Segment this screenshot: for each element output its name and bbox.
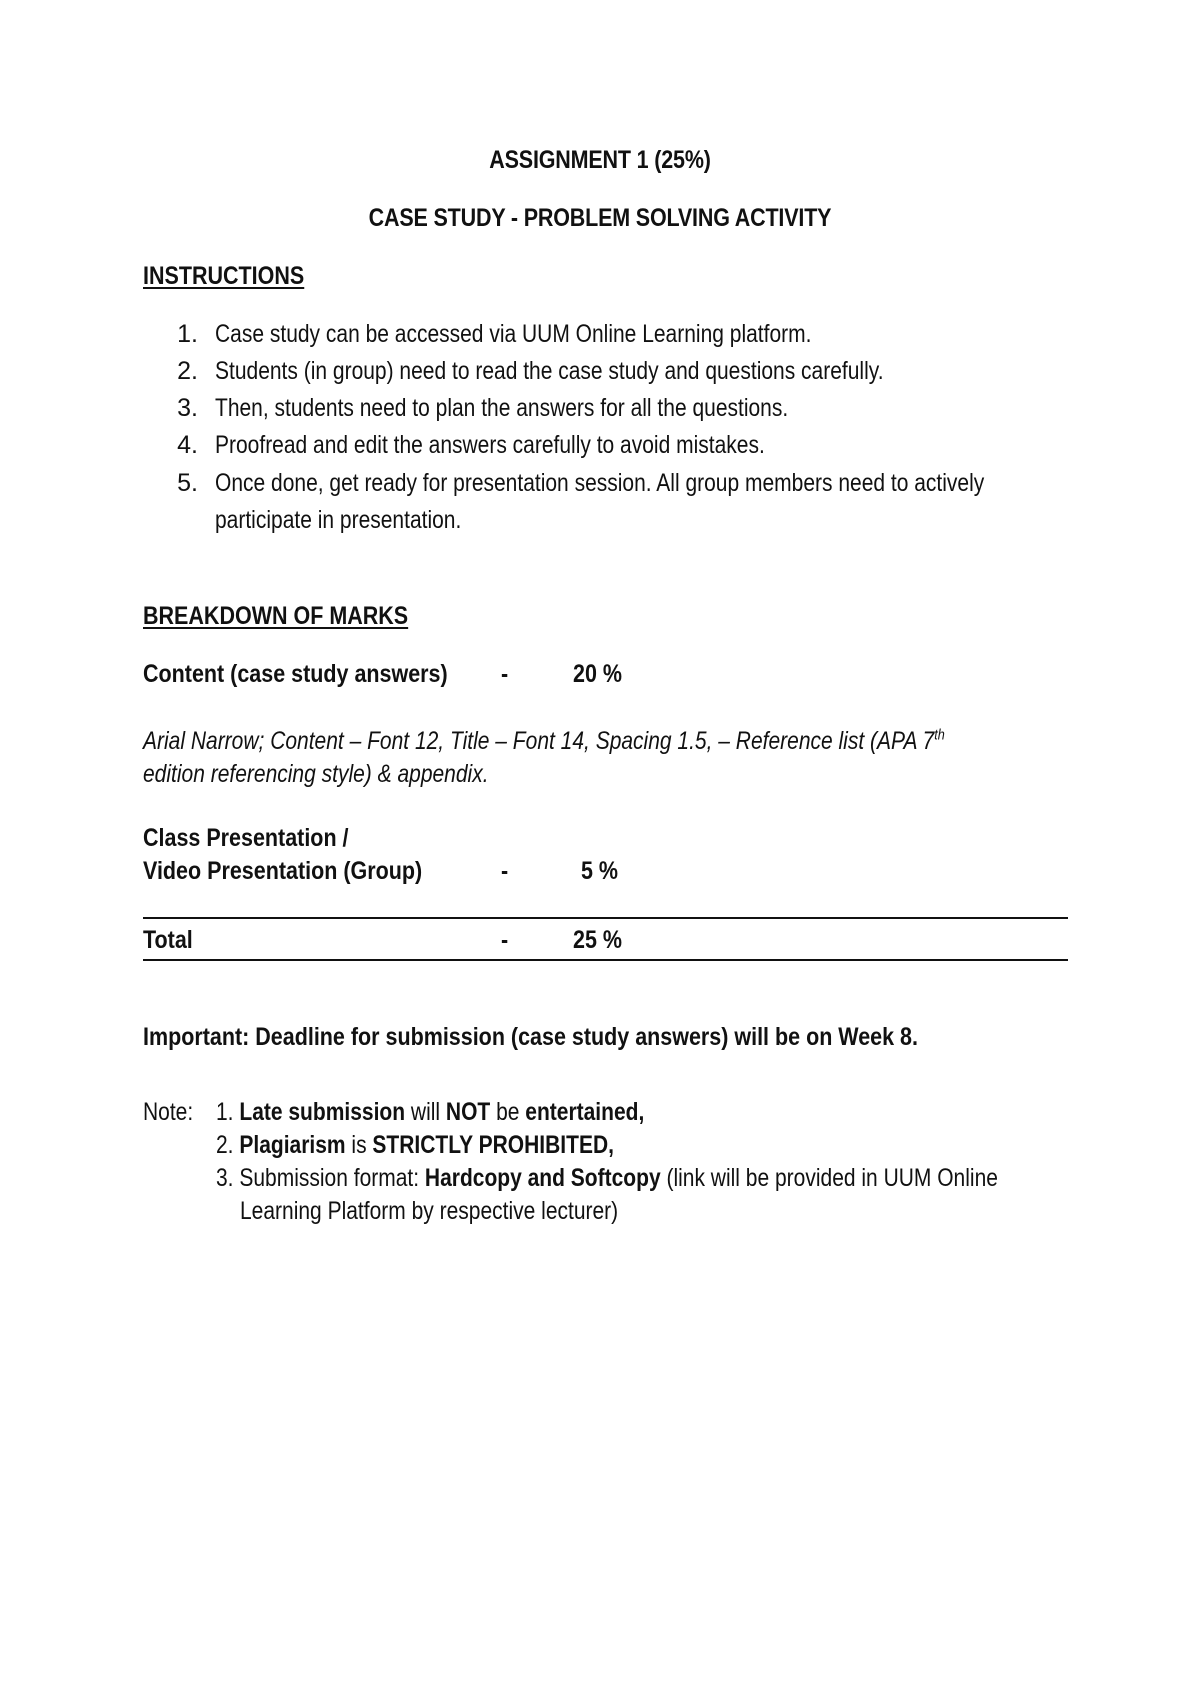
note-number: 2.: [216, 1131, 234, 1159]
instruction-item: Students (in group) need to read the case study and questions carefully.: [215, 357, 884, 385]
format-note-line1: [143, 725, 945, 757]
content-mark-value: 20 %: [573, 660, 623, 688]
instruction-item: Case study can be accessed via UUM Online Learning platform.: [215, 320, 812, 348]
content-mark-label: Content (case study answers): [143, 660, 448, 688]
instruction-item-continued: participate in presentation.: [215, 506, 462, 534]
note-text: Submission format:: [239, 1164, 425, 1192]
assignment-title: ASSIGNMENT 1 (25%): [489, 146, 711, 174]
total-bottom-rule: [143, 959, 1068, 961]
format-note-line2: edition referencing style) & appendix.: [143, 760, 489, 788]
total-top-rule: [143, 917, 1068, 919]
format-note-text: Arial Narrow; Content – Font 12, Title – Font 14, Spacing 1.5, – Reference list (APA 7: [143, 727, 935, 755]
instruction-number: 5.: [177, 469, 198, 497]
note-emphasis: Plagiarism: [239, 1131, 346, 1159]
presentation-label-line2: Video Presentation (Group): [143, 857, 423, 885]
note-item-3: [216, 1164, 998, 1193]
instruction-number: 2.: [177, 357, 198, 385]
note-emphasis: entertained,: [525, 1098, 645, 1126]
deadline-notice: Important: Deadline for submission (case study answers) will be on Week 8.: [143, 1023, 918, 1051]
instructions-heading: INSTRUCTIONS: [143, 262, 305, 290]
note-item-1: [216, 1098, 644, 1127]
note-text: will: [405, 1098, 446, 1126]
note-item-3-continued: Learning Platform by respective lecturer): [240, 1197, 619, 1225]
instruction-number: 1.: [177, 320, 198, 348]
note-emphasis: STRICTLY PROHIBITED,: [372, 1131, 614, 1159]
total-dash: -: [501, 926, 509, 954]
instruction-number: 3.: [177, 394, 198, 422]
content-mark-dash: -: [501, 660, 509, 688]
total-label: Total: [143, 926, 193, 954]
breakdown-heading: BREAKDOWN OF MARKS: [143, 602, 409, 630]
note-text: be: [490, 1098, 526, 1126]
assignment-subtitle: CASE STUDY - PROBLEM SOLVING ACTIVITY: [368, 204, 832, 232]
note-number: 3.: [216, 1164, 234, 1192]
note-emphasis: Hardcopy and Softcopy: [424, 1164, 661, 1192]
instruction-item: Once done, get ready for presentation session. All group members need to actively: [215, 469, 985, 497]
total-value: 25 %: [573, 926, 623, 954]
note-emphasis: NOT: [445, 1098, 491, 1126]
note-item-2: [216, 1131, 614, 1160]
note-text: (link will be provided in UUM Online: [660, 1164, 998, 1192]
presentation-label-line1: Class Presentation /: [143, 824, 349, 852]
note-label: Note:: [143, 1098, 194, 1126]
instruction-number: 4.: [177, 431, 198, 459]
note-emphasis: Late submission: [239, 1098, 406, 1126]
instruction-item: Then, students need to plan the answers for all the questions.: [215, 394, 789, 422]
note-text: is: [345, 1131, 373, 1159]
instruction-item: Proofread and edit the answers carefully to avoid mistakes.: [215, 431, 765, 459]
presentation-mark-value: 5 %: [581, 857, 619, 885]
presentation-mark-dash: -: [501, 857, 509, 885]
format-note-superscript: th: [934, 726, 945, 744]
note-number: 1.: [216, 1098, 234, 1126]
